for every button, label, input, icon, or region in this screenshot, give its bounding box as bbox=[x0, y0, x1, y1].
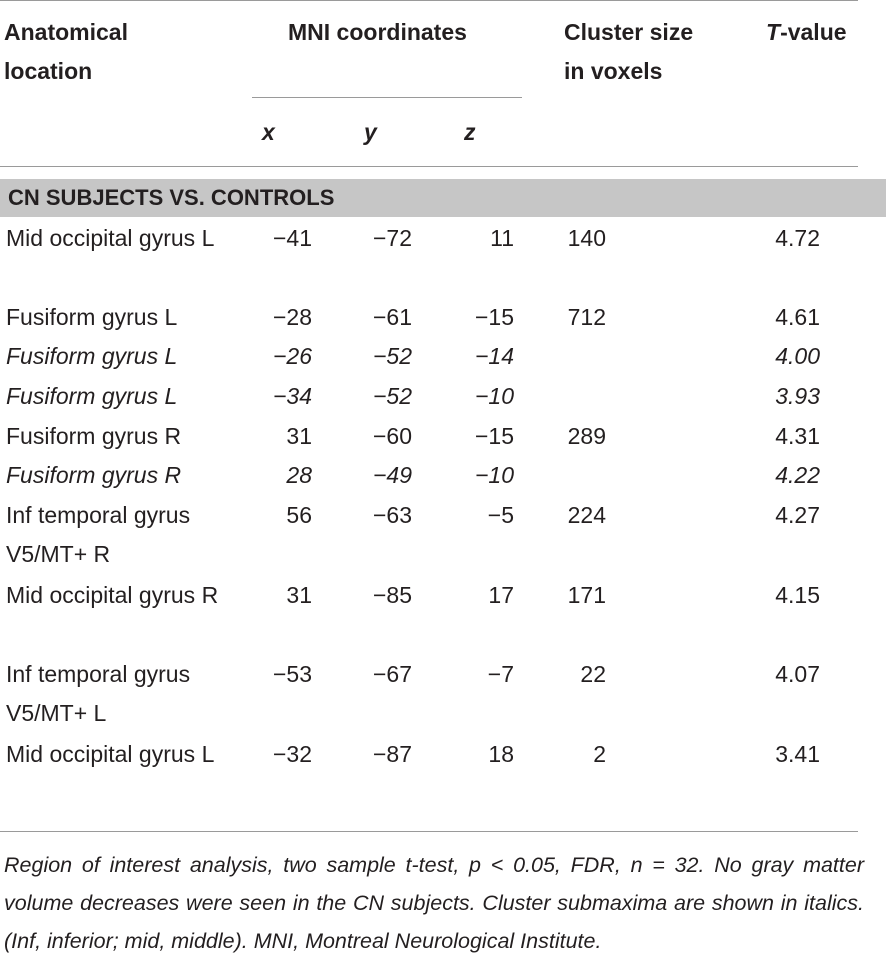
cell-cluster: 224 bbox=[567, 502, 606, 528]
cell-y: −52 bbox=[372, 343, 412, 369]
header-t-letter: T bbox=[766, 19, 781, 45]
cell-z: −10 bbox=[474, 462, 514, 488]
cell-x: −41 bbox=[272, 225, 312, 251]
cell-t-value: 4.22 bbox=[775, 462, 820, 488]
cell-t-value: 3.41 bbox=[775, 741, 820, 767]
cell-y: −67 bbox=[372, 661, 412, 687]
cell-z: −15 bbox=[474, 423, 514, 449]
cell-t-value: 4.72 bbox=[775, 225, 820, 251]
header-cluster-line1: Cluster size bbox=[564, 19, 694, 45]
cell-x: −28 bbox=[272, 304, 312, 330]
cell-t-value: 4.15 bbox=[775, 582, 820, 608]
mni-header-rule bbox=[252, 97, 522, 98]
cell-y: −49 bbox=[372, 462, 412, 488]
cell-t-value: 4.61 bbox=[775, 304, 820, 330]
cell-x: −53 bbox=[272, 661, 312, 687]
cell-t-value: 4.31 bbox=[775, 423, 820, 449]
cell-cluster: 171 bbox=[567, 582, 606, 608]
header-location-line1: Anatomical bbox=[4, 19, 128, 45]
cell-t-value: 4.07 bbox=[775, 661, 820, 687]
cell-y: −52 bbox=[372, 383, 412, 409]
cell-t-value: 4.27 bbox=[775, 502, 820, 528]
header-mni-coordinates: MNI coordinates bbox=[288, 19, 467, 45]
cell-t-value: 4.00 bbox=[775, 343, 820, 369]
cell-y: −61 bbox=[372, 304, 412, 330]
cell-x: 28 bbox=[286, 462, 312, 488]
cell-cluster: 140 bbox=[567, 225, 606, 251]
header-anatomical-location bbox=[4, 13, 128, 91]
table-bottom-rule bbox=[0, 831, 858, 832]
cell-cluster: 289 bbox=[567, 423, 606, 449]
header-location-line2: location bbox=[4, 58, 93, 84]
cell-cluster: 2 bbox=[593, 741, 606, 767]
cell-location: Fusiform gyrus R bbox=[6, 423, 182, 449]
cell-x: 31 bbox=[286, 582, 312, 608]
cell-x: −32 bbox=[272, 741, 312, 767]
cell-x: 56 bbox=[286, 502, 312, 528]
header-t-suffix: -value bbox=[780, 19, 847, 45]
cell-z: 18 bbox=[488, 741, 514, 767]
cell-y: −87 bbox=[372, 741, 412, 767]
cell-location: Mid occipital gyrus R bbox=[6, 582, 219, 608]
cell-location: Fusiform gyrus R bbox=[6, 462, 182, 488]
section-title: CN SUBJECTS VS. CONTROLS bbox=[8, 185, 335, 210]
header-y: y bbox=[364, 119, 377, 145]
cell-cluster: 712 bbox=[567, 304, 606, 330]
cell-z: −14 bbox=[474, 343, 514, 369]
cell-location: Fusiform gyrus L bbox=[6, 343, 178, 369]
cell-location: Fusiform gyrus L bbox=[6, 304, 178, 330]
cell-z: −7 bbox=[487, 661, 514, 687]
cell-y: −72 bbox=[372, 225, 412, 251]
section-band bbox=[0, 179, 886, 217]
header-cluster-line2: in voxels bbox=[564, 58, 663, 84]
header-cluster-size bbox=[564, 13, 693, 91]
cell-location: Inf temporal gyrus V5/MT+ L bbox=[6, 661, 191, 726]
cell-x: 31 bbox=[286, 423, 312, 449]
cell-z: −5 bbox=[487, 502, 514, 528]
header-bottom-rule bbox=[0, 166, 858, 167]
table-top-rule bbox=[0, 0, 858, 1]
cell-z: 17 bbox=[488, 582, 514, 608]
cell-z: −10 bbox=[474, 383, 514, 409]
cell-x: −34 bbox=[272, 383, 312, 409]
cell-y: −60 bbox=[372, 423, 412, 449]
cell-y: −63 bbox=[372, 502, 412, 528]
cell-location: Mid occipital gyrus L bbox=[6, 741, 215, 767]
header-x: x bbox=[262, 119, 275, 145]
cell-location: Mid occipital gyrus L bbox=[6, 225, 215, 251]
cell-location: Inf temporal gyrus V5/MT+ R bbox=[6, 502, 191, 567]
table-footnote: Region of interest analysis, two sample t-test, p < 0.05, FDR, n = 32. No gray matter volume decreases were seen in the CN subjects. Cluster submaxima are shown in italics. (Inf, inferior; mid, middle). MNI, Montreal Neurological Institute. bbox=[4, 853, 864, 953]
cell-x: −26 bbox=[272, 343, 312, 369]
header-z: z bbox=[464, 119, 476, 145]
cell-cluster: 22 bbox=[580, 661, 606, 687]
cell-y: −85 bbox=[372, 582, 412, 608]
cell-z: 11 bbox=[490, 225, 514, 251]
header-t-value bbox=[766, 13, 847, 52]
cell-location: Fusiform gyrus L bbox=[6, 383, 178, 409]
cell-t-value: 3.93 bbox=[775, 383, 820, 409]
cell-z: −15 bbox=[474, 304, 514, 330]
